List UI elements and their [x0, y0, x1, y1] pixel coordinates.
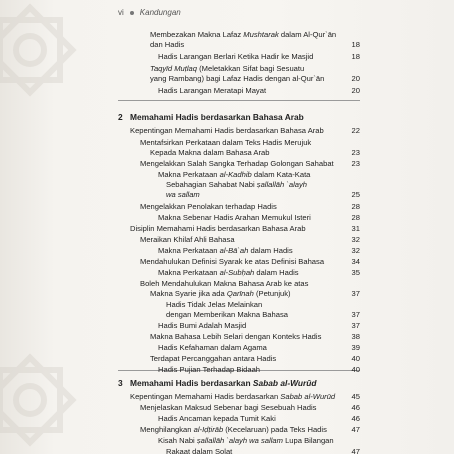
toc-page-number: 46 [351, 403, 360, 412]
header-label: Kandungan [139, 8, 181, 17]
toc-page-number: 40 [351, 365, 360, 374]
toc-page-number: 25 [351, 190, 360, 199]
section-number: 3 [118, 378, 123, 388]
toc-page-number: 39 [351, 343, 360, 352]
toc-entry[interactable]: Mengelakkan Salah Sangka Terhadap Golongan Sahabat [140, 159, 334, 168]
toc-page-number: 37 [351, 289, 360, 298]
toc-entry[interactable]: Makna Perkataan al-Kadhib dalam Kata-Kata [158, 170, 311, 179]
toc-entry[interactable]: Hadis Kefahaman dalam Agama [158, 343, 267, 352]
toc-entry[interactable]: Hadis Bumi Adalah Masjid [158, 321, 247, 330]
toc-page-number: 45 [351, 392, 360, 401]
toc-entry[interactable]: yang Rambang) bagi Lafaz Hadis dengan al-Qur`ān [150, 74, 325, 83]
toc-entry[interactable]: Meraikan Khilaf Ahli Bahasa [140, 235, 235, 244]
toc-entry[interactable]: Hadis Pujian Terhadap Bidaah [158, 365, 261, 374]
toc-page-number: 32 [351, 246, 360, 255]
toc-page-number: 32 [351, 235, 360, 244]
toc-entry[interactable]: dan Hadis [150, 40, 185, 49]
toc-entry[interactable]: wa sallam [166, 190, 200, 199]
toc-page-number: 40 [351, 354, 360, 363]
section-title[interactable]: Memahami Hadis berdasarkan Bahasa Arab [130, 112, 304, 122]
toc-entry[interactable]: Sebahagian Sahabat Nabi ṣallallāh `alayh [166, 180, 308, 189]
toc-entry[interactable]: Taqyīd Muṭlaq (Meletakkan Sifat bagi Sesuatu [150, 64, 305, 73]
toc-page-number: 37 [351, 321, 360, 330]
toc-entry[interactable]: Makna Perkataan al-Subḥah dalam Hadis [158, 268, 299, 277]
section-title[interactable]: Memahami Hadis berdasarkan Sabab al-Wurūd [130, 378, 317, 388]
toc-entry[interactable]: Mengelakkan Penolakan terhadap Hadis [140, 202, 277, 211]
toc-page-number: 47 [351, 447, 360, 454]
toc-entry[interactable]: Kepentingan Memahami Hadis berdasarkan Sabab al-Wurūd [130, 392, 336, 401]
toc-page-number: 18 [351, 52, 360, 61]
toc-entry[interactable]: Terdapat Percanggahan antara Hadis [150, 354, 277, 363]
toc-page-number: 34 [351, 257, 360, 266]
toc-page-number: 20 [351, 86, 360, 95]
toc-entry[interactable]: Makna Perkataan al-Bā`ah dalam Hadis [158, 246, 293, 255]
toc-entry[interactable]: Menghilangkan al-Iḍṭirāb (Kecelaruan) pada Teks Hadis [140, 425, 327, 434]
section-number: 2 [118, 112, 123, 122]
toc-entry[interactable]: Hadis Larangan Berlari Ketika Hadir ke Masjid [158, 52, 314, 61]
toc-entry[interactable]: Kepada Makna dalam Bahasa Arab [150, 148, 270, 157]
toc-page-number: 28 [351, 202, 360, 211]
toc-page-number: 38 [351, 332, 360, 341]
page-number: vi [118, 8, 124, 17]
toc-entry[interactable]: Boleh Mendahulukan Makna Bahasa Arab ke atas [140, 279, 309, 288]
toc-entry[interactable]: Makna Bahasa Lebih Selari dengan Konteks Hadis [150, 332, 322, 341]
toc-page-number: 46 [351, 414, 360, 423]
toc-entry[interactable]: Membezakan Makna Lafaz Mushtarak dalam Al-Qur`ān [150, 30, 337, 39]
toc-entry[interactable]: Rakaat dalam Solat [166, 447, 233, 454]
toc-entry[interactable]: Hadis Tidak Jelas Melainkan [166, 300, 263, 309]
toc-entry[interactable]: Mentafsirkan Perkataan dalam Teks Hadis Merujuk [140, 138, 312, 147]
toc-entry[interactable]: Mendahulukan Definisi Syarak ke atas Definisi Bahasa [140, 257, 325, 266]
toc-entry[interactable]: Kepentingan Memahami Hadis berdasarkan Bahasa Arab [130, 126, 324, 135]
toc-page-number: 31 [351, 224, 360, 233]
toc-page-number: 37 [351, 310, 360, 319]
toc-page-number: 18 [351, 40, 360, 49]
toc-entry[interactable]: dengan Memberikan Makna Bahasa [166, 310, 288, 319]
toc-page-number: 23 [351, 159, 360, 168]
toc-entry[interactable]: Hadis Larangan Meratapi Mayat [158, 86, 267, 95]
toc-entry[interactable]: Disiplin Memahami Hadis berdasarkan Bahasa Arab [130, 224, 306, 233]
toc-entry[interactable]: Makna Syarie jika ada Qarīnah (Petunjuk) [150, 289, 291, 298]
toc-entry[interactable]: Makna Sebenar Hadis Arahan Memukul Isteri [158, 213, 311, 222]
toc-page-number: 28 [351, 213, 360, 222]
toc-page-number: 23 [351, 148, 360, 157]
toc-page-number: 20 [351, 74, 360, 83]
toc-page-number: 35 [351, 268, 360, 277]
toc-entry[interactable]: Hadis Ancaman kepada Tumit Kaki [158, 414, 276, 423]
toc-entry[interactable]: Kisah Nabi ṣallallāh `alayh wa sallam Lupa Bilangan [158, 436, 334, 445]
toc-entry[interactable]: Menjelaskan Maksud Sebenar bagi Sesebuah Hadis [140, 403, 317, 412]
toc-page-number: 47 [351, 425, 360, 434]
toc-page-number: 22 [351, 126, 360, 135]
